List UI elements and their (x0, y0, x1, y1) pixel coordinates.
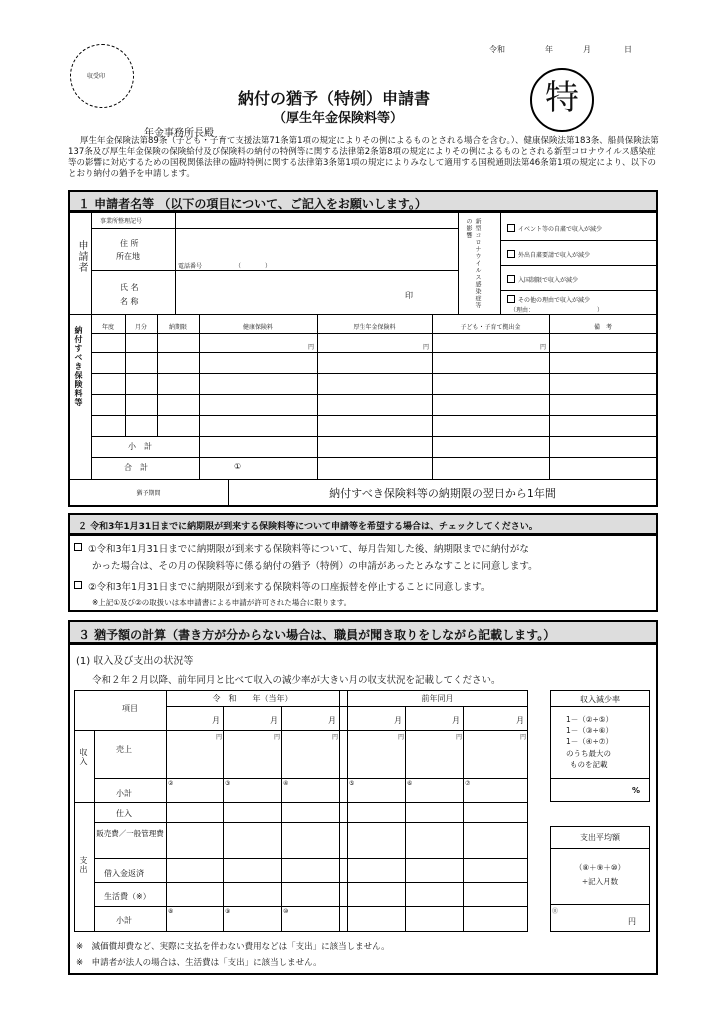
section2-title: ２ 令和3年1月31日までに納期限が到来する保険料等について申請等を希望する場合は、チェックしてください。 (68, 513, 658, 535)
payable-label: 納付すべき保険料等 (74, 326, 83, 407)
yen-c2: 円 (274, 734, 281, 741)
yen-health: 円 (308, 344, 315, 351)
mark-7: ⑦ (465, 780, 471, 787)
phone-label: 電話番号 (178, 263, 203, 270)
col-year: 年度 (101, 324, 114, 331)
yen-c3: 円 (332, 734, 339, 741)
expense-subtotal-label: 小計 (116, 916, 132, 925)
section3-title: ３ 猶予額の計算（書き方が分からない場合は、職員が聞き取りをしながら記載します。） (68, 620, 658, 644)
income-label: 収入 (79, 748, 88, 766)
avg-mark: ⑪ (552, 908, 559, 915)
total-label: 合 計 (124, 463, 148, 472)
consent-1-line1: ①令和3年1月31日までに納期限が到来する保険料等について、毎月告知した後、納期限までに納付がな (88, 544, 529, 555)
section3-sub1: (1) 収入及び支出の状況等 (76, 656, 194, 667)
consent-2: ②令和3年1月31日までに納期限が到来する保険料等の口座振替を停止することに同意します。 (88, 582, 491, 593)
col-due: 納期限 (168, 324, 187, 331)
expense-living: 生活費（※） (104, 892, 151, 901)
col-remarks: 備 考 (593, 324, 612, 331)
reason-checkbox-1[interactable] (507, 224, 515, 232)
period-label: 猶予期間 (136, 490, 161, 497)
rate-title: 収入減少率 (580, 695, 620, 704)
reason-checkbox-2[interactable] (507, 250, 515, 258)
date-month: 月 (583, 45, 591, 54)
yen-p3: 円 (520, 734, 527, 741)
reason-checkbox-4[interactable] (507, 295, 515, 303)
address-label-2: 所在地 (116, 252, 140, 261)
reason-label-3: 入国制限で収入が減少 (518, 277, 579, 284)
reason-label-4: その他の理由で収入が減少 (518, 297, 591, 304)
received-stamp-label: 収受印 (87, 73, 106, 80)
reason-label-1: イベント等の自粛で収入が減少 (518, 226, 603, 233)
sales-label: 売上 (116, 745, 132, 754)
note-2: ※ 申請者が法人の場合は、生活費は「支出」に該当しません。 (76, 958, 322, 968)
mark-4: ④ (283, 780, 289, 787)
reason-label-2: 外出自粛要請で収入が減少 (518, 252, 591, 259)
mark-2: ② (168, 780, 174, 787)
rate-formula-2: 1－（③÷⑥） (566, 726, 614, 735)
mark-6: ⑥ (407, 780, 413, 787)
month-c2: 月 (270, 716, 278, 725)
expense-loan: 借入金返済 (104, 869, 144, 878)
consent-note: ※上記①及び②の取扱いは本申請書による申請が許可された場合に限ります。 (92, 598, 352, 607)
consent-1-line2: かった場合は、その月の保険料等に係る納付の猶予（特例）の申請があったとみなすことに同意します。 (92, 561, 538, 572)
avg-title: 支出平均額 (580, 833, 620, 842)
consent-checkbox-2[interactable] (74, 581, 82, 589)
name-label-2: 名 称 (120, 297, 139, 306)
mark-5: ⑤ (349, 780, 355, 787)
addressee: 年金事務所長殿 (144, 128, 214, 139)
subtotal-label: 小 計 (128, 442, 152, 451)
income-subtotal-label: 小計 (116, 789, 132, 798)
current-year-header: 令 和 年（当年） (212, 694, 293, 703)
avg-formula-2: ÷記入月数 (581, 877, 619, 886)
month-c3: 月 (328, 716, 336, 725)
period-value: 納付すべき保険料等の納期限の翌日から1年間 (329, 487, 556, 500)
applicant-label: 申請者 (76, 240, 87, 273)
yen-pension: 円 (423, 344, 430, 351)
month-p1: 月 (394, 716, 402, 725)
intro-text: 厚生年金保険法第89条（子ども・子育て支援法第71条第1項の規定によりその例によるものとされる場合を含む。）、健康保険法第183条、船員保険法第137条及び厚生年金保険の保険給付及び保険料の納付の特例等に関する法律第2条第8項の規定によりその例によるものとされる新型コロナウイルス感染症等の影響に対応するための国税関係法律の臨時特例に関する法律第3条第1項の規定によりみなして適用する国税通則法第46条第1項の規定により、以下のとおり納付の猶予を申請します。 (68, 136, 659, 179)
name-label-1: 氏 名 (120, 283, 139, 292)
yen-p2: 円 (456, 734, 463, 741)
mark-8: ⑧ (168, 908, 174, 915)
date-year: 年 (545, 45, 553, 54)
reason-detail: （理由： ） (510, 307, 604, 314)
yen-child: 円 (540, 344, 547, 351)
date-day: 日 (624, 45, 632, 54)
office-number-label: 事業所整理記号 (100, 218, 143, 225)
col-health: 健康保険料 (242, 324, 273, 331)
month-p2: 月 (452, 716, 460, 725)
section3-instruction: 令和２年２月以降、前年同月と比べて収入の減少率が大きい月の収支状況を記載してください。 (92, 675, 501, 686)
month-p3: 月 (516, 716, 524, 725)
consent-checkbox-1[interactable] (74, 543, 82, 551)
note-1: ※ 減価償却費など、実際に支払を伴わない費用などは「支出」に該当しません。 (76, 942, 390, 952)
office-number-input[interactable] (176, 229, 457, 269)
avg-formula-1: （⑧＋⑨＋⑩） (574, 863, 626, 872)
expense-label: 支出 (79, 856, 88, 874)
covid-label: 新型コロナウイルス感染症等の影響 (465, 218, 481, 309)
reason-checkbox-3[interactable] (507, 275, 515, 283)
address-label-1: 住 所 (120, 239, 139, 248)
form-title: 納付の猶予（特例）申請書 (238, 89, 431, 108)
yen-p1: 円 (398, 734, 405, 741)
rate-note-2: ものを記載 (570, 760, 608, 769)
mark-10: ⑩ (283, 908, 289, 915)
rate-note-1: のうち最大の (566, 749, 611, 758)
item-header: 項目 (122, 704, 138, 713)
col-month: 月分 (134, 324, 147, 331)
special-mark: 特 (545, 78, 579, 118)
avg-yen: 円 (628, 917, 636, 926)
rate-formula-1: 1－（②÷⑤） (566, 715, 614, 724)
date-reiwa: 令和 (489, 45, 505, 54)
col-child: 子ども・子育て拠出金 (460, 324, 521, 331)
prior-year-header: 前年同月 (421, 694, 454, 703)
rate-formula-3: 1－（④÷⑦） (566, 737, 614, 746)
phone-paren: （ ） (235, 263, 272, 270)
section1-title: １ 申請者名等 （以下の項目について、ご記入をお願いします。） (68, 190, 658, 212)
seal-mark: 印 (405, 291, 413, 300)
month-c1: 月 (212, 716, 220, 725)
col-pension: 厚生年金保険料 (353, 324, 396, 331)
yen-c1: 円 (216, 734, 223, 741)
expense-sga: 販売費／一般管理費 (96, 829, 164, 838)
mark-9: ⑨ (225, 908, 231, 915)
expense-purchase: 仕入 (116, 809, 132, 818)
rate-percent: % (632, 786, 641, 795)
total-mark: ① (234, 462, 242, 471)
form-subtitle: （厚生年金保険料等） (273, 111, 404, 126)
mark-3: ③ (225, 780, 231, 787)
